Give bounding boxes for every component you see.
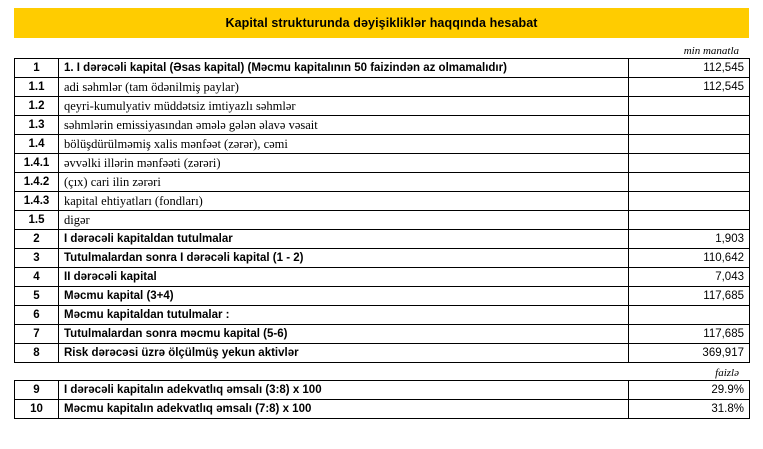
table-row [15,173,750,192]
table-body-percent [15,381,750,419]
table-row [15,381,750,400]
row-description: Məcmu kapitaldan tutulmalar : [59,306,629,325]
table-row [15,287,750,306]
row-description: 1. I dərəcəli kapital (Əsas kapital) (Məcmu kapitalının 50 faizindən az olmamalıdır) [59,59,629,78]
row-number: 4 [15,268,59,287]
table-row [15,268,750,287]
row-description: bölüşdürülməmiş xalis mənfəət (zərər), cəmi [59,135,629,154]
row-value [629,192,750,211]
row-description: (çıx) cari ilin zərəri [59,173,629,192]
row-value: 110,642 [629,249,750,268]
row-number: 10 [15,400,59,419]
table-row [15,154,750,173]
row-description: əvvəlki illərin mənfəəti (zərəri) [59,154,629,173]
row-number: 1 [15,59,59,78]
row-value: 1,903 [629,230,750,249]
capital-structure-table [14,58,750,363]
table-row [15,306,750,325]
table-row [15,97,750,116]
table-body-main [15,59,750,363]
row-value: 117,685 [629,325,750,344]
row-value: 31.8% [629,400,750,419]
row-number: 1.4.1 [15,154,59,173]
row-description: adi səhmlər (tam ödənilmiş paylar) [59,78,629,97]
row-value: 29.9% [629,381,750,400]
table-row [15,400,750,419]
row-description: qeyri-kumulyativ müddətsiz imtiyazlı səhmlər [59,97,629,116]
capital-adequacy-table [14,380,750,419]
table-row [15,325,750,344]
table-row [15,211,750,230]
table-row [15,116,750,135]
row-number: 3 [15,249,59,268]
table-row [15,135,750,154]
row-value: 112,545 [629,78,750,97]
row-value: 117,685 [629,287,750,306]
top-spacer [0,0,763,8]
row-value [629,116,750,135]
row-number: 5 [15,287,59,306]
row-description: I dərəcəli kapitaldan tutulmalar [59,230,629,249]
row-description: Məcmu kapitalın adekvatlıq əmsalı (7:8) x 100 [59,400,629,419]
unit-label-primary: min manatla [683,45,739,57]
row-value [629,211,750,230]
table-row [15,344,750,363]
row-number: 7 [15,325,59,344]
row-value: 112,545 [629,59,750,78]
row-description: kapital ehtiyatları (fondları) [59,192,629,211]
row-description: Risk dərəcəsi üzrə ölçülmüş yekun aktivlər [59,344,629,363]
row-description: II dərəcəli kapital [59,268,629,287]
row-value [629,97,750,116]
row-description: Tutulmalardan sonra I dərəcəli kapital (1 - 2) [59,249,629,268]
table-row [15,59,750,78]
row-number: 1.4 [15,135,59,154]
row-value: 369,917 [629,344,750,363]
row-number: 1.5 [15,211,59,230]
row-number: 1.4.2 [15,173,59,192]
row-description: Məcmu kapital (3+4) [59,287,629,306]
row-number: 6 [15,306,59,325]
table-row [15,230,750,249]
row-description: I dərəcəli kapitalın adekvatlıq əmsalı (3:8) x 100 [59,381,629,400]
table-row [15,78,750,97]
row-number: 1.1 [15,78,59,97]
row-value [629,154,750,173]
table-row [15,249,750,268]
row-number: 8 [15,344,59,363]
row-value [629,306,750,325]
report-title-bar [14,8,749,38]
row-value: 7,043 [629,268,750,287]
unit-label-secondary-row [14,363,749,380]
row-number: 1.3 [15,116,59,135]
unit-label-secondary: faizlə [715,367,739,379]
row-number: 2 [15,230,59,249]
row-description: səhmlərin emissiyasından əmələ gələn əlavə vəsait [59,116,629,135]
table-row [15,192,750,211]
row-number: 1.2 [15,97,59,116]
page-title: Kapital strukturunda dəyişikliklər haqqında hesabat [225,16,538,30]
row-value [629,135,750,154]
row-number: 9 [15,381,59,400]
row-description: digər [59,211,629,230]
row-value [629,173,750,192]
row-number: 1.4.3 [15,192,59,211]
row-description: Tutulmalardan sonra məcmu kapital (5-6) [59,325,629,344]
unit-label-primary-row [14,38,749,58]
